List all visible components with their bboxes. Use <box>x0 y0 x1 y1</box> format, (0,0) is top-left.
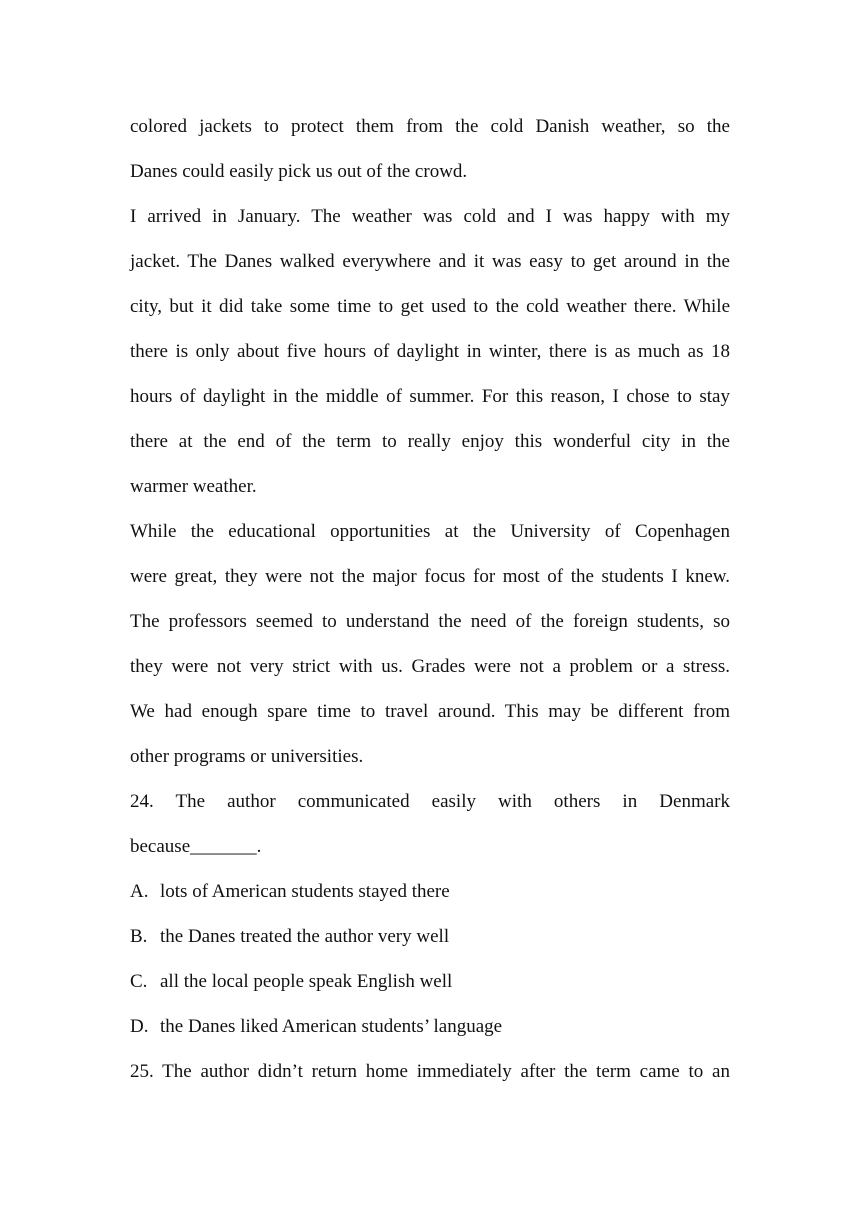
text-line: city, but it did take some time to get used to the cold weather there. While <box>130 296 730 317</box>
text-line: The professors seemed to understand the need of the foreign students, so <box>130 611 730 632</box>
text-line: there is only about five hours of daylight in winter, there is as much as 18 <box>130 341 730 362</box>
text-line: jacket. The Danes walked everywhere and it was easy to get around in the <box>130 251 730 272</box>
option-text: lots of American students stayed there <box>160 881 450 902</box>
option-text: the Danes liked American students’ language <box>160 1016 503 1037</box>
option-letter: C. <box>130 971 148 992</box>
option-letter: D. <box>130 1016 149 1037</box>
question-25 <box>130 1049 730 1094</box>
question-24 <box>130 779 730 1049</box>
text-line: I arrived in January. The weather was cold and I was happy with my <box>130 206 730 227</box>
option-letter: B. <box>130 926 148 947</box>
question-stem-line: 25. The author didn’t return home immediately after the term came to an <box>130 1061 730 1082</box>
text-line: warmer weather. <box>130 476 257 497</box>
option-d <box>130 1004 730 1049</box>
paragraph-1 <box>130 104 730 194</box>
option-c <box>130 959 730 1004</box>
text-line: While the educational opportunities at the University of Copenhagen <box>130 521 730 542</box>
text-line: there at the end of the term to really enjoy this wonderful city in the <box>130 431 730 452</box>
option-b <box>130 914 730 959</box>
text-line: they were not very strict with us. Grades were not a problem or a stress. <box>130 656 730 677</box>
text-line: other programs or universities. <box>130 746 364 767</box>
text-line: Danes could easily pick us out of the crowd. <box>130 161 468 182</box>
option-text: all the local people speak English well <box>160 971 453 992</box>
option-a <box>130 869 730 914</box>
paragraph-3 <box>130 509 730 779</box>
option-letter: A. <box>130 881 149 902</box>
text-line: hours of daylight in the middle of summer. For this reason, I chose to stay <box>130 386 730 407</box>
text-line: We had enough spare time to travel around. This may be different from <box>130 701 730 722</box>
option-text: the Danes treated the author very well <box>160 926 450 947</box>
text-line: were great, they were not the major focus for most of the students I knew. <box>130 566 730 587</box>
document-page <box>130 104 730 1094</box>
question-stem-line: 24. The author communicated easily with others in Denmark <box>130 791 730 812</box>
paragraph-2 <box>130 194 730 509</box>
question-stem-line: because_______. <box>130 836 262 857</box>
text-line: colored jackets to protect them from the cold Danish weather, so the <box>130 116 730 137</box>
